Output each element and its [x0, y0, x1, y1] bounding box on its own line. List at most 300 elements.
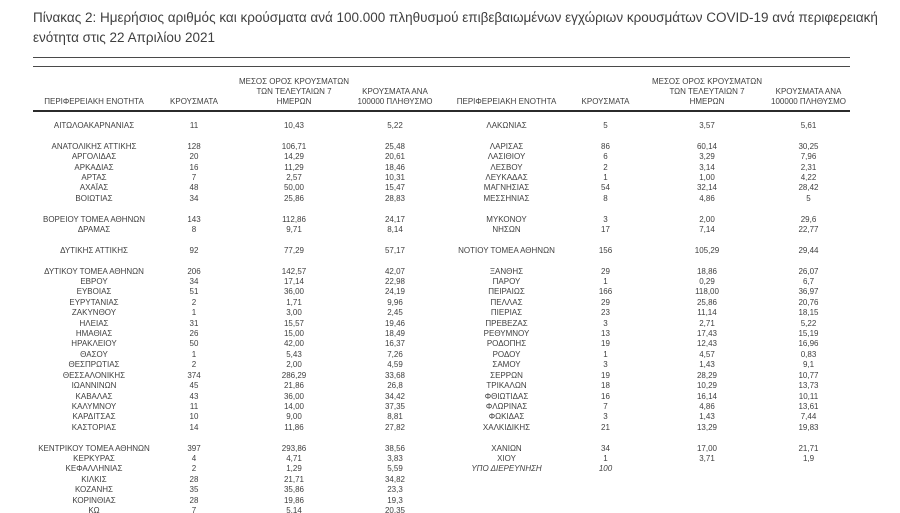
header-region-right: ΠΕΡΙΦΕΡΕΙΑΚΗ ΕΝΟΤΗΤΑ: [449, 67, 564, 112]
region-cell: ΜΕΣΣΗΝΙΑΣ: [483, 193, 530, 203]
region-cell: ΑΝΑΤΟΛΙΚΗΣ ΑΤΤΙΚΗΣ: [51, 141, 137, 151]
value-cell: 23,3: [387, 485, 403, 495]
region-cell: ΣΕΡΡΩΝ: [490, 370, 523, 380]
value-cell: 50,00: [283, 183, 305, 193]
region-cell: ΑΡΚΑΔΙΑΣ: [74, 162, 114, 172]
value-cell: 1,00: [699, 173, 715, 183]
region-cell: ΘΕΣΣΑΛΟΝΙΚΗΣ: [62, 370, 126, 380]
value-cell: [647, 506, 767, 513]
column-gap: [435, 485, 449, 495]
column-gap: [435, 277, 449, 287]
header-per100k-left: ΚΡΟΥΣΜΑΤΑ ΑΝΑ 100000 ΠΛΗΘΥΣΜΟ: [355, 67, 435, 112]
value-cell: 35: [189, 485, 199, 495]
value-cell: 18,86: [696, 266, 718, 276]
table-row: [33, 267, 850, 277]
column-gap: [435, 475, 449, 485]
value-cell: 11,86: [284, 422, 304, 432]
value-cell: 34,42: [384, 391, 406, 401]
value-cell: 20,35: [384, 505, 406, 513]
table-row: [33, 277, 850, 287]
value-cell: 2,57: [286, 173, 302, 183]
table-row: [33, 183, 850, 193]
value-cell: 2: [603, 162, 608, 172]
value-cell: 17,00: [696, 443, 718, 453]
value-cell: 13,61: [798, 401, 819, 411]
value-cell: 4: [191, 453, 197, 463]
value-cell: 26: [189, 329, 199, 339]
region-cell: ΚΕΦΑΛΛΗΝΙΑΣ: [65, 464, 123, 474]
value-cell: 25,48: [384, 141, 406, 151]
value-cell: 4,71: [286, 453, 302, 463]
value-cell: 2,31: [800, 162, 817, 172]
region-cell: ΧΙΟΥ: [497, 453, 516, 463]
value-cell: 166: [598, 287, 613, 297]
value-cell: 19,86: [283, 495, 305, 505]
value-cell: [767, 496, 850, 506]
value-cell: 15,19: [798, 329, 819, 339]
table-top-rule: [33, 57, 850, 58]
value-cell: 92: [189, 245, 199, 255]
column-gap: [435, 454, 449, 464]
value-cell: [767, 506, 850, 513]
value-cell: 1: [191, 308, 197, 318]
table-row: [33, 454, 850, 464]
value-cell: 28,29: [696, 370, 718, 380]
column-gap: [435, 506, 449, 513]
region-cell: ΠΡΕΒΕΖΑΣ: [485, 318, 528, 328]
value-cell: 20,76: [798, 297, 819, 307]
table-caption: Πίνακας 2: Ημερήσιος αριθμός και κρούσματα ανά 100.000 πληθυσμού επιβεβαιωμένων εγχώριων κρουσμάτων COVID-19 ανά περιφερειακή ενότητα στις 22 Απριλίου 2021: [33, 10, 878, 45]
value-cell: 17,14: [283, 277, 305, 287]
value-cell: 1: [603, 173, 608, 183]
table-row: [33, 308, 850, 318]
value-cell: [767, 485, 850, 495]
value-cell: 26,07: [798, 266, 819, 276]
value-cell: 293,86: [281, 443, 307, 453]
value-cell: 28: [189, 474, 199, 484]
value-cell: 21,86: [283, 381, 305, 391]
value-cell: 21,71: [283, 474, 305, 484]
column-gap: [435, 215, 449, 225]
value-cell: 35,86: [283, 485, 305, 495]
value-cell: 2: [191, 464, 197, 474]
column-gap: [435, 163, 449, 173]
spacer-row: [33, 235, 850, 245]
value-cell: 18,15: [798, 308, 819, 318]
value-cell: 397: [187, 443, 201, 453]
region-cell: ΚΙΛΚΙΣ: [81, 474, 107, 484]
value-cell: 50: [189, 339, 199, 349]
column-gap: [435, 152, 449, 162]
value-cell: 23: [601, 308, 610, 318]
table-row: [33, 350, 850, 360]
table-row: [33, 423, 850, 433]
region-cell: [449, 475, 564, 485]
value-cell: [647, 496, 767, 506]
header-gap: [435, 67, 449, 112]
value-cell: 33,68: [384, 370, 406, 380]
value-cell: 60,14: [696, 141, 718, 151]
value-cell: 112,86: [282, 214, 306, 224]
value-cell: 34: [189, 193, 199, 203]
region-cell: ΚΟΡΙΝΘΙΑΣ: [72, 495, 116, 505]
column-gap: [435, 392, 449, 402]
value-cell: 54: [601, 183, 610, 193]
region-cell: ΕΒΡΟΥ: [80, 277, 108, 287]
region-cell: ΝΗΣΩΝ: [492, 225, 521, 235]
value-cell: 19,46: [384, 318, 406, 328]
spacer-cell: [33, 235, 850, 245]
region-cell: ΘΑΣΟΥ: [80, 349, 108, 359]
value-cell: 14: [189, 422, 199, 432]
table-row: [33, 329, 850, 339]
value-cell: 1,43: [699, 360, 715, 370]
column-gap: [435, 329, 449, 339]
region-cell: ΛΕΥΚΑΔΑΣ: [485, 173, 528, 183]
value-cell: 21,71: [798, 443, 819, 453]
table-row: [33, 298, 850, 308]
table-row: [33, 225, 850, 235]
column-gap: [435, 142, 449, 152]
column-gap: [435, 121, 449, 131]
value-cell: 100: [598, 464, 613, 474]
value-cell: 29: [601, 297, 610, 307]
column-gap: [435, 308, 449, 318]
column-gap: [435, 423, 449, 433]
region-cell: ΔΥΤΙΚΗΣ ΑΤΤΙΚΗΣ: [60, 245, 128, 255]
region-cell: ΚΑΒΑΛΑΣ: [75, 391, 113, 401]
value-cell: 16: [189, 162, 199, 172]
table-row: [33, 142, 850, 152]
region-cell: ΠΕΛΛΑΣ: [490, 297, 523, 307]
value-cell: 9,71: [286, 225, 302, 235]
table-row: [33, 360, 850, 370]
region-cell: ΚΑΡΔΙΤΣΑΣ: [72, 412, 116, 422]
value-cell: [647, 475, 767, 485]
value-cell: 7,96: [800, 152, 817, 162]
value-cell: [767, 475, 850, 485]
region-cell: ΗΜΑΘΙΑΣ: [75, 329, 113, 339]
value-cell: 19,83: [798, 422, 819, 432]
value-cell: 10,11: [798, 391, 819, 401]
value-cell: [767, 464, 850, 474]
value-cell: 8: [603, 193, 608, 203]
value-cell: 13: [601, 329, 610, 339]
value-cell: 4,86: [699, 401, 715, 411]
value-cell: 12,43: [696, 339, 718, 349]
value-cell: 6: [603, 152, 608, 162]
header-row: [33, 67, 850, 112]
value-cell: 4,59: [387, 360, 403, 370]
value-cell: 16,37: [384, 339, 406, 349]
spacer-row: [33, 204, 850, 214]
value-cell: 156: [598, 245, 613, 255]
table-row: [33, 402, 850, 412]
value-cell: 8,81: [387, 412, 403, 422]
spacer-row: [33, 131, 850, 141]
header-region-left: ΠΕΡΙΦΕΡΕΙΑΚΗ ΕΝΟΤΗΤΑ: [33, 67, 155, 112]
region-cell: ΠΙΕΡΙΑΣ: [490, 308, 523, 318]
spacer-row: [33, 433, 850, 443]
table-header: [33, 67, 850, 112]
value-cell: 9,96: [387, 297, 403, 307]
table-row: [33, 412, 850, 422]
table-row: [33, 215, 850, 225]
table-body: [33, 111, 850, 513]
value-cell: 9,00: [286, 412, 302, 422]
value-cell: 20: [189, 152, 199, 162]
value-cell: 36,00: [283, 287, 305, 297]
header-cases-left: ΚΡΟΥΣΜΑΤΑ: [155, 67, 233, 112]
value-cell: 11: [189, 121, 199, 130]
value-cell: 3,71: [699, 453, 715, 463]
value-cell: 15,57: [283, 318, 305, 328]
region-cell: ΑΡΓΟΛΙΔΑΣ: [71, 152, 117, 162]
value-cell: 7: [603, 401, 608, 411]
spacer-cell: [33, 256, 850, 266]
value-cell: 2,45: [387, 308, 403, 318]
value-cell: 86: [601, 141, 610, 151]
value-cell: [647, 485, 767, 495]
value-cell: 1,43: [699, 412, 715, 422]
value-cell: 7,44: [800, 412, 817, 422]
region-cell: ΛΑΚΩΝΙΑΣ: [486, 121, 527, 130]
value-cell: 34: [601, 443, 610, 453]
region-cell: ΗΡΑΚΛΕΙΟΥ: [71, 339, 117, 349]
value-cell: 51: [189, 287, 199, 297]
region-cell: ΑΙΤΩΛΟΑΚΑΡΝΑΝΙΑΣ: [53, 121, 135, 130]
value-cell: 3,14: [699, 162, 715, 172]
value-cell: 18,49: [384, 329, 406, 339]
region-cell: ΗΛΕΙΑΣ: [79, 318, 109, 328]
value-cell: 3,83: [387, 453, 403, 463]
value-cell: 2,00: [286, 360, 302, 370]
region-cell: ΞΑΝΘΗΣ: [489, 266, 524, 276]
column-gap: [435, 319, 449, 329]
value-cell: 29,6: [800, 214, 817, 224]
column-gap: [435, 464, 449, 474]
value-cell: 10: [189, 412, 199, 422]
table-row: [33, 371, 850, 381]
region-cell: ΦΩΚΙΔΑΣ: [488, 412, 525, 422]
column-gap: [435, 402, 449, 412]
table-row: [33, 246, 850, 256]
region-cell: ΒΟΙΩΤΙΑΣ: [75, 193, 113, 203]
value-cell: 22,98: [384, 277, 406, 287]
value-cell: 45: [189, 381, 199, 391]
region-cell: ΧΑΛΚΙΔΙΚΗΣ: [482, 422, 531, 432]
region-cell: ΝΟΤΙΟΥ ΤΟΜΕΑ ΑΘΗΝΩΝ: [458, 245, 555, 255]
table-row: [33, 381, 850, 391]
value-cell: 7,14: [699, 225, 715, 235]
value-cell: 5,61: [800, 121, 817, 130]
value-cell: 3: [603, 360, 608, 370]
column-gap: [435, 194, 449, 204]
value-cell: 34: [189, 277, 199, 287]
region-cell: ΦΛΩΡΙΝΑΣ: [485, 401, 528, 411]
value-cell: 15,47: [384, 183, 406, 193]
region-cell: ΠΑΡΟΥ: [492, 277, 521, 287]
table-row: [33, 496, 850, 506]
value-cell: 1,29: [286, 464, 302, 474]
value-cell: 28,42: [798, 183, 819, 193]
column-gap: [435, 225, 449, 235]
value-cell: 1,71: [286, 297, 302, 307]
value-cell: 206: [187, 266, 201, 276]
value-cell: 9,1: [802, 360, 815, 370]
region-cell: ΡΟΔΟΥ: [492, 349, 521, 359]
value-cell: 3,57: [699, 121, 715, 130]
value-cell: [564, 496, 647, 506]
column-gap: [435, 444, 449, 454]
table-row: [33, 319, 850, 329]
value-cell: 27,82: [384, 422, 406, 432]
value-cell: 77,29: [283, 245, 305, 255]
value-cell: 143: [187, 214, 201, 224]
value-cell: 16: [601, 391, 610, 401]
table-row: [33, 287, 850, 297]
value-cell: 32,14: [696, 183, 718, 193]
value-cell: 19: [601, 370, 610, 380]
region-cell: ΕΥΡΥΤΑΝΙΑΣ: [69, 297, 119, 307]
table-row: [33, 506, 850, 513]
header-avg7-left: ΜΕΣΟΣ ΟΡΟΣ ΚΡΟΥΣΜΑΤΩΝ ΤΩΝ ΤΕΛΕΥΤΑΙΩΝ 7 ΗΜΕΡΩΝ: [233, 67, 355, 112]
value-cell: 0,83: [800, 349, 817, 359]
value-cell: 142,57: [281, 266, 307, 276]
region-cell: ΛΑΡΙΣΑΣ: [489, 141, 524, 151]
region-cell: ΛΑΣΙΘΙΟΥ: [487, 152, 526, 162]
column-gap: [435, 360, 449, 370]
table-row: [33, 121, 850, 131]
covid-regional-table: [33, 66, 850, 513]
value-cell: 8: [191, 225, 197, 235]
value-cell: [647, 464, 767, 474]
value-cell: 28: [189, 495, 199, 505]
value-cell: 2: [191, 297, 197, 307]
value-cell: [564, 506, 647, 513]
value-cell: 106,71: [281, 141, 307, 151]
value-cell: [564, 485, 647, 495]
value-cell: 19,3: [387, 495, 403, 505]
value-cell: 6,7: [802, 277, 815, 287]
value-cell: 24,19: [384, 287, 406, 297]
value-cell: 42,07: [384, 266, 406, 276]
value-cell: 1,9: [802, 453, 815, 463]
value-cell: 42,00: [283, 339, 305, 349]
column-gap: [435, 350, 449, 360]
column-gap: [435, 412, 449, 422]
region-cell: ΔΡΑΜΑΣ: [77, 225, 111, 235]
region-cell: ΖΑΚΥΝΘΟΥ: [71, 308, 117, 318]
body-padding-row: [33, 111, 850, 121]
spacer-cell: [33, 204, 850, 214]
region-cell: ΔΥΤΙΚΟΥ ΤΟΜΕΑ ΑΘΗΝΩΝ: [44, 266, 144, 276]
value-cell: 15,00: [283, 329, 305, 339]
table-row: [33, 444, 850, 454]
value-cell: 11: [189, 401, 199, 411]
region-cell: ΣΑΜΟΥ: [492, 360, 521, 370]
region-cell: ΡΟΔΟΠΗΣ: [486, 339, 527, 349]
value-cell: 3: [603, 214, 608, 224]
value-cell: 3,29: [699, 152, 715, 162]
value-cell: 105,29: [694, 245, 720, 255]
region-cell: ΒΟΡΕΙΟΥ ΤΟΜΕΑ ΑΘΗΝΩΝ: [42, 214, 146, 224]
region-cell: ΛΕΣΒΟΥ: [490, 162, 523, 172]
value-cell: 5,59: [387, 464, 403, 474]
value-cell: 1: [603, 277, 608, 287]
value-cell: 10,31: [384, 173, 406, 183]
table-row: [33, 152, 850, 162]
region-cell: ΜΥΚΟΝΟΥ: [486, 214, 527, 224]
value-cell: 286,29: [281, 370, 307, 380]
table-row: [33, 485, 850, 495]
spacer-row: [33, 256, 850, 266]
value-cell: 16,14: [696, 391, 718, 401]
region-cell: ΕΥΒΟΙΑΣ: [76, 287, 112, 297]
value-cell: 18: [601, 381, 610, 391]
header-cases-right: ΚΡΟΥΣΜΑΤΑ: [564, 67, 647, 112]
column-gap: [435, 183, 449, 193]
report-page: [0, 8, 900, 513]
value-cell: 10,43: [283, 121, 305, 130]
spacer-cell: [33, 131, 850, 141]
value-cell: 128: [187, 141, 201, 151]
value-cell: [564, 475, 647, 485]
value-cell: 20,61: [384, 152, 406, 162]
region-cell: ΥΠΟ ΔΙΕΡΕΥΝΗΣΗ: [471, 464, 542, 474]
value-cell: 10,29: [696, 381, 718, 391]
region-cell: ΧΑΝΙΩΝ: [491, 443, 522, 453]
region-cell: ΑΧΑΪΑΣ: [79, 183, 109, 193]
value-cell: 5,14: [286, 505, 302, 513]
region-cell: ΙΩΑΝΝΙΝΩΝ: [71, 381, 117, 391]
value-cell: 13,73: [798, 381, 819, 391]
region-cell: [449, 506, 564, 513]
value-cell: 21: [601, 422, 610, 432]
region-cell: ΜΑΓΝΗΣΙΑΣ: [483, 183, 530, 193]
value-cell: 30,25: [798, 141, 819, 151]
header-avg7-right: ΜΕΣΟΣ ΟΡΟΣ ΚΡΟΥΣΜΑΤΩΝ ΤΩΝ ΤΕΛΕΥΤΑΙΩΝ 7 ΗΜΕΡΩΝ: [647, 67, 767, 112]
value-cell: 3: [603, 318, 608, 328]
value-cell: 4,57: [699, 349, 715, 359]
value-cell: 29,44: [798, 245, 819, 255]
value-cell: 2,71: [699, 318, 715, 328]
table-row: [33, 339, 850, 349]
value-cell: 48: [189, 183, 199, 193]
value-cell: 14,00: [283, 401, 305, 411]
value-cell: 43: [189, 391, 199, 401]
column-gap: [435, 173, 449, 183]
value-cell: 5,22: [800, 318, 817, 328]
table-row: [33, 392, 850, 402]
value-cell: 11,14: [697, 308, 717, 318]
value-cell: 17,43: [696, 329, 718, 339]
region-cell: ΑΡΤΑΣ: [81, 173, 107, 183]
region-cell: [449, 496, 564, 506]
value-cell: 4,86: [699, 193, 715, 203]
value-cell: 34,82: [384, 474, 406, 484]
table-row: [33, 163, 850, 173]
value-cell: 24,17: [384, 214, 406, 224]
value-cell: 26,8: [387, 381, 403, 391]
value-cell: 7,26: [387, 349, 403, 359]
value-cell: 57,17: [384, 245, 406, 255]
value-cell: 19: [601, 339, 610, 349]
region-cell: ΦΘΙΩΤΙΔΑΣ: [484, 391, 529, 401]
value-cell: 36,00: [283, 391, 305, 401]
column-gap: [435, 246, 449, 256]
value-cell: 37,35: [384, 401, 406, 411]
